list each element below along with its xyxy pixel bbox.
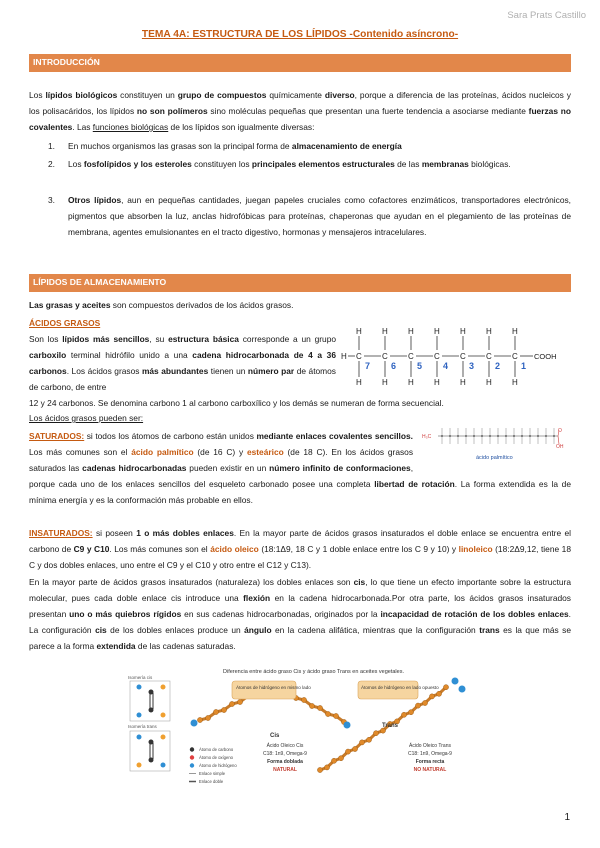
carbon-atom xyxy=(545,435,547,437)
hydrogen-atom: H xyxy=(434,378,440,387)
carbon-atom xyxy=(436,691,441,696)
oxygen-atom xyxy=(459,686,466,693)
fatty-acids-paragraph: Son los lípidos más sencillos, su estructura básica corresponde a un grupo carboxilo terminal hidrófilo unido a una cadena hidrocarbonada de 4 a 36 carbonos. Los ácidos grasos más abundantes tienen un número par de átomos de carbono, de entre xyxy=(29,334,337,392)
cis-label: Isomería cis xyxy=(128,675,153,680)
carbon-atom xyxy=(505,435,507,437)
bond-line xyxy=(558,436,559,444)
palmitic-acid-diagram xyxy=(418,418,573,466)
carbon-atom xyxy=(513,435,515,437)
carbon-number: 6 xyxy=(391,361,397,371)
carbon-atom: C xyxy=(408,352,414,361)
hydrogen-atom: H xyxy=(460,327,466,336)
hydrogen-atom: H xyxy=(512,327,518,336)
hydrogen-atom: H xyxy=(408,327,414,336)
bubble-trans xyxy=(358,681,418,699)
carbon-atom xyxy=(497,435,499,437)
legend-label: Átomo de oxígeno xyxy=(199,755,233,760)
carbon-atom xyxy=(205,715,210,720)
carbon-atom xyxy=(401,712,406,717)
list-number: 3. xyxy=(48,195,55,205)
carbon-atom xyxy=(553,435,555,437)
trans-caption-line: NO NATURAL xyxy=(413,767,447,773)
hydrogen-atom: H xyxy=(434,327,440,336)
palmitic-o: O xyxy=(558,428,562,434)
list-item: Otros lípidos, aun en pequeñas cantidades, juegan papeles cruciales como cofactores enzimáticos, transportadores electrónicos, pigmentos que absorben la luz, anclas hidrofóbicas para proteínas, chaperonas que ayudan en el plegamiento de las proteínas de membrana, agentes emulsionantes en el tracto digestivo, hormonas y mensajeros intracelulares. xyxy=(68,195,571,237)
saturated-paragraph: SATURADOS: si todos los átomos de carbono están unidos mediante enlaces covalentes sencillos. Los más comunes son el ácido palmítico (de 16 C) y esteárico (de 18 C). En los ácidos grasos saturados las cadenas hidrocarbonadas pueden existir en un número infinito de conformaciones, porque cada uno de los enlaces sencillos del esqueleto carbonado posee una completa libertad de rotación. La forma extendida es la de mínima energía y es la conformación más probable en ellos. xyxy=(29,431,571,505)
fatty-acid-chain-diagram xyxy=(341,325,571,395)
cis-caption-line: Ácido Oleico Cis xyxy=(266,743,304,749)
carbon-atom xyxy=(443,685,448,690)
carbon-atom xyxy=(213,709,218,714)
section-divider xyxy=(29,291,571,292)
list-item: Los fosfolípidos y los esteroles constituyen los principales elementos estructurales de las membranas biológicas. xyxy=(68,159,511,169)
carbon-number: 4 xyxy=(443,361,449,371)
carbon-number: 3 xyxy=(469,361,475,371)
legend-label: Enlace doble xyxy=(199,779,224,784)
carbon-atom xyxy=(529,435,531,437)
legend-swatch xyxy=(190,763,194,767)
legend-label: Enlace simple xyxy=(199,771,226,776)
substituent-atom xyxy=(161,685,166,690)
palmitic-label: ácido palmítico xyxy=(476,455,513,461)
legend-swatch xyxy=(190,747,194,751)
carbon-atom xyxy=(521,435,523,437)
carbon-atom xyxy=(149,708,154,713)
page-title: TEMA 4A: ESTRUCTURA DE LOS LÍPIDOS -Contenido asíncrono- xyxy=(141,29,459,40)
section-divider xyxy=(29,71,571,72)
carbon-atom xyxy=(352,746,357,751)
carbon-atom xyxy=(237,699,242,704)
list-number: 1. xyxy=(48,141,55,151)
chain-end-h: H xyxy=(341,352,347,361)
carbon-atom: C xyxy=(356,352,362,361)
carbon-atom xyxy=(366,737,371,742)
carbon-number: 2 xyxy=(495,361,501,371)
carbon-atom xyxy=(333,713,338,718)
carbon-atom xyxy=(317,767,322,772)
oxygen-atom xyxy=(344,722,351,729)
cis-caption-line: NATURAL xyxy=(273,767,297,773)
carbon-atom xyxy=(149,740,154,745)
hydrogen-atom: H xyxy=(382,378,388,387)
hydrogen-atom: H xyxy=(382,327,388,336)
cis-word: Cis xyxy=(270,733,280,739)
list-item: En muchos organismos las grasas son la principal forma de almacenamiento de energía xyxy=(68,141,402,151)
carbon-atom xyxy=(317,705,322,710)
carbon-atom xyxy=(345,749,350,754)
carbon-atom xyxy=(324,765,329,770)
carbon-atom xyxy=(415,703,420,708)
carbon-number: 5 xyxy=(417,361,423,371)
trans-label: Isomería trans xyxy=(128,724,157,729)
legend-label: Átomo de hidrógeno xyxy=(199,763,237,768)
carbon-atom: C xyxy=(512,352,518,361)
substituent-atom xyxy=(161,713,166,718)
intro-paragraph: Los lípidos biológicos constituyen un grupo de compuestos químicamente diverso, porque a diferencia de las proteínas, ácidos nucleicos y los polisacáridos, los lípidos no son polímeros sino moléculas pequeñas que presentan una fuerte tendencia a asociarse mediante fuerzas no covalentes. Las funciones biológicas de los lípidos son igualmente diversas: xyxy=(29,90,571,132)
carbon-atom: C xyxy=(382,352,388,361)
carbon-atom xyxy=(221,707,226,712)
carbon-atom xyxy=(422,700,427,705)
carbon-atom xyxy=(197,717,202,722)
substituent-atom xyxy=(137,763,142,768)
figure-title: Diferencia entre ácido graso Cis y ácido graso Trans en aceites vegetales. xyxy=(223,669,404,675)
trans-word: Trans xyxy=(382,723,399,729)
types-intro: Los ácidos grasos pueden ser: xyxy=(29,413,144,423)
legend-swatch xyxy=(190,755,194,759)
oxygen-atom xyxy=(452,678,459,685)
hydrogen-atom: H xyxy=(460,378,466,387)
carbon-number: 7 xyxy=(365,361,371,371)
carbon-numbering-text: 12 y 24 carbonos. Se denomina carbono 1 al carbono carboxílico y los demás se numeran de forma secuencial. xyxy=(29,398,444,408)
carbon-atom xyxy=(338,756,343,761)
carbon-atom xyxy=(473,435,475,437)
hydrogen-atom xyxy=(161,763,166,768)
palmitic-oh: OH xyxy=(556,444,564,450)
trans-caption-line: Ácido Oleico Trans xyxy=(409,743,451,749)
cis-trans-figure xyxy=(120,665,475,795)
carbon-number: 1 xyxy=(521,361,527,371)
author-name: Sara Prats Castillo xyxy=(507,10,586,21)
carbon-atom xyxy=(229,701,234,706)
hydrogen-atom: H xyxy=(408,378,414,387)
carbon-atom xyxy=(301,697,306,702)
carbon-atom xyxy=(441,435,443,437)
fats-paragraph: Las grasas y aceites son compuestos derivados de los ácidos grasos. xyxy=(29,300,294,310)
hydrogen-atom xyxy=(137,713,142,718)
carbon-atom xyxy=(481,435,483,437)
carbon-atom: C xyxy=(434,352,440,361)
carbon-atom xyxy=(359,740,364,745)
cis-trans-paragraph: En la mayor parte de ácidos grasos insaturados (naturaleza) los dobles enlaces son cis, lo que tiene un efecto importante sobre la estructura molecular, pues cada doble enlace cis introduce una flexión en la cadena hidrocarbonada.Por otra parte, los ácidos grasos insaturados presentan uno o más quiebros rígidos en sus cadenas hidrocarbonadas, originados por la incapacidad de rotación de los dobles enlaces. La configuración cis de los dobles enlaces produce un ángulo en la cadena alifática, mientras que la configuración trans es la que más se parece a la forma extendida de las cadenas saturadas. xyxy=(29,577,572,651)
bubble-trans-text: Átomos de hidrógeno en lado opuesto xyxy=(361,685,439,690)
carbon-atom xyxy=(457,435,459,437)
hydrogen-atom: H xyxy=(486,378,492,387)
carbon-atom xyxy=(373,731,378,736)
carbon-atom xyxy=(331,758,336,763)
carbon-atom xyxy=(309,703,314,708)
hydrogen-atom: H xyxy=(512,378,518,387)
trans-caption-line: C18: 1n9, Omega-9 xyxy=(408,751,452,757)
substituent-atom xyxy=(161,735,166,740)
carbon-atom: C xyxy=(460,352,466,361)
list-number: 2. xyxy=(48,159,55,169)
bubble-cis-text: Átomos de hidrógeno en mismo lado xyxy=(236,685,311,690)
carbon-atom xyxy=(465,435,467,437)
carbon-atom xyxy=(325,711,330,716)
carbon-atom xyxy=(149,758,154,763)
carboxyl-group: COOH xyxy=(534,352,557,361)
hydrogen-atom xyxy=(137,735,142,740)
unsaturated-paragraph: INSATURADOS: si poseen 1 o más dobles enlaces. En la mayor parte de ácidos grasos insaturados el doble enlace se encuentra entre el carbono de C9 y C10. Los más comunes son el ácido oleico (18:1Δ9, 18 C y 1 doble enlace entre los C 9 y 10) y linoleico (18:2Δ9,12, tiene 18 C y dos dobles enlaces, uno entre el C9 y el C10 y otro entre el C12 y C13). xyxy=(29,528,571,570)
carbon-atom: C xyxy=(486,352,492,361)
trans-caption-line: Forma recta xyxy=(415,759,445,765)
hydrogen-atom: H xyxy=(356,378,362,387)
cis-caption-line: C18: 1n9, Omega-9 xyxy=(263,751,307,757)
section-bar-almacenamiento: LÍPIDOS DE ALMACENAMIENTO xyxy=(29,274,571,291)
palmitic-formula: H₃C xyxy=(422,434,432,440)
carbon-atom xyxy=(408,710,413,715)
carbon-atom xyxy=(429,694,434,699)
carbon-atom xyxy=(449,435,451,437)
carbon-atom xyxy=(149,690,154,695)
oxygen-atom xyxy=(191,720,198,727)
legend-label: Átomo de carbono xyxy=(199,747,234,752)
bubble-cis xyxy=(232,681,296,699)
hydrogen-atom xyxy=(137,685,142,690)
hydrogen-atom: H xyxy=(486,327,492,336)
carbon-atom xyxy=(537,435,539,437)
section-bar-introduccion: INTRODUCCIÓN xyxy=(29,54,571,71)
cis-caption-line: Forma doblada xyxy=(267,759,303,765)
fatty-acids-heading: ÁCIDOS GRASOS xyxy=(29,318,101,328)
page-number: 1 xyxy=(564,812,570,823)
carbon-atom xyxy=(489,435,491,437)
hydrogen-atom: H xyxy=(356,327,362,336)
